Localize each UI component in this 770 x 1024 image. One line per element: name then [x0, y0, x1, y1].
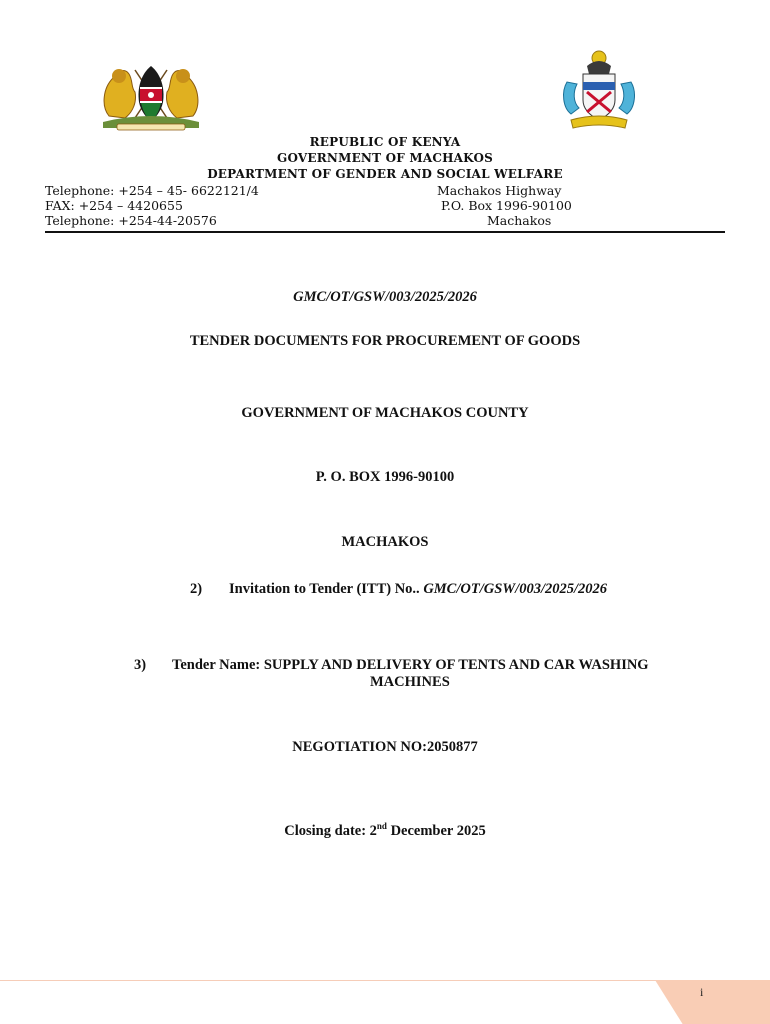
itt-label: Invitation to Tender (ITT) No..: [229, 581, 420, 597]
header-address-town: Machakos: [487, 213, 552, 228]
header-telephone-2: Telephone: +254-44-20576: [45, 213, 217, 228]
tender-name-line-1: Tender Name: SUPPLY AND DELIVERY OF TENTS AND CAR WASHING: [172, 657, 649, 673]
postal-box: P. O. BOX 1996-90100: [315, 469, 455, 485]
town: MACHAKOS: [341, 534, 429, 550]
closing-date-prefix: Closing date: 2: [284, 823, 377, 839]
closing-date: [0, 823, 770, 840]
header-address-box: P.O. Box 1996-90100: [441, 198, 572, 213]
header-telephone-1: Telephone: +254 – 45- 6622121/4: [45, 183, 259, 198]
machakos-county-crest-icon: [557, 48, 641, 134]
header-department: DEPARTMENT OF GENDER AND SOCIAL WELFARE: [207, 167, 563, 181]
header-fax: FAX: +254 – 4420655: [45, 198, 183, 213]
tender-reference: GMC/OT/GSW/003/2025/2026: [293, 289, 477, 305]
itt-number: 2): [190, 581, 203, 597]
itt-line: [229, 581, 607, 598]
header-address-road: Machakos Highway: [437, 183, 562, 198]
footer-page-tab: [655, 980, 770, 1024]
page-number: i: [700, 985, 704, 999]
document-title: TENDER DOCUMENTS FOR PROCUREMENT OF GOODS: [189, 333, 581, 349]
closing-date-ordinal: nd: [376, 821, 387, 832]
closing-date-suffix: December 2025: [386, 823, 486, 839]
header-government: GOVERNMENT OF MACHAKOS: [277, 151, 493, 165]
tender-name-number: 3): [134, 657, 147, 673]
footer-rule: [0, 980, 660, 981]
tender-name-line-2: MACHINES: [370, 674, 450, 690]
header-rule: [45, 231, 725, 233]
procuring-entity: GOVERNMENT OF MACHAKOS COUNTY: [241, 405, 529, 421]
header-republic: REPUBLIC OF KENYA: [309, 135, 461, 149]
itt-reference: GMC/OT/GSW/003/2025/2026: [423, 581, 607, 597]
negotiation-number: NEGOTIATION NO:2050877: [292, 739, 478, 755]
kenya-coat-of-arms-icon: [95, 58, 207, 132]
